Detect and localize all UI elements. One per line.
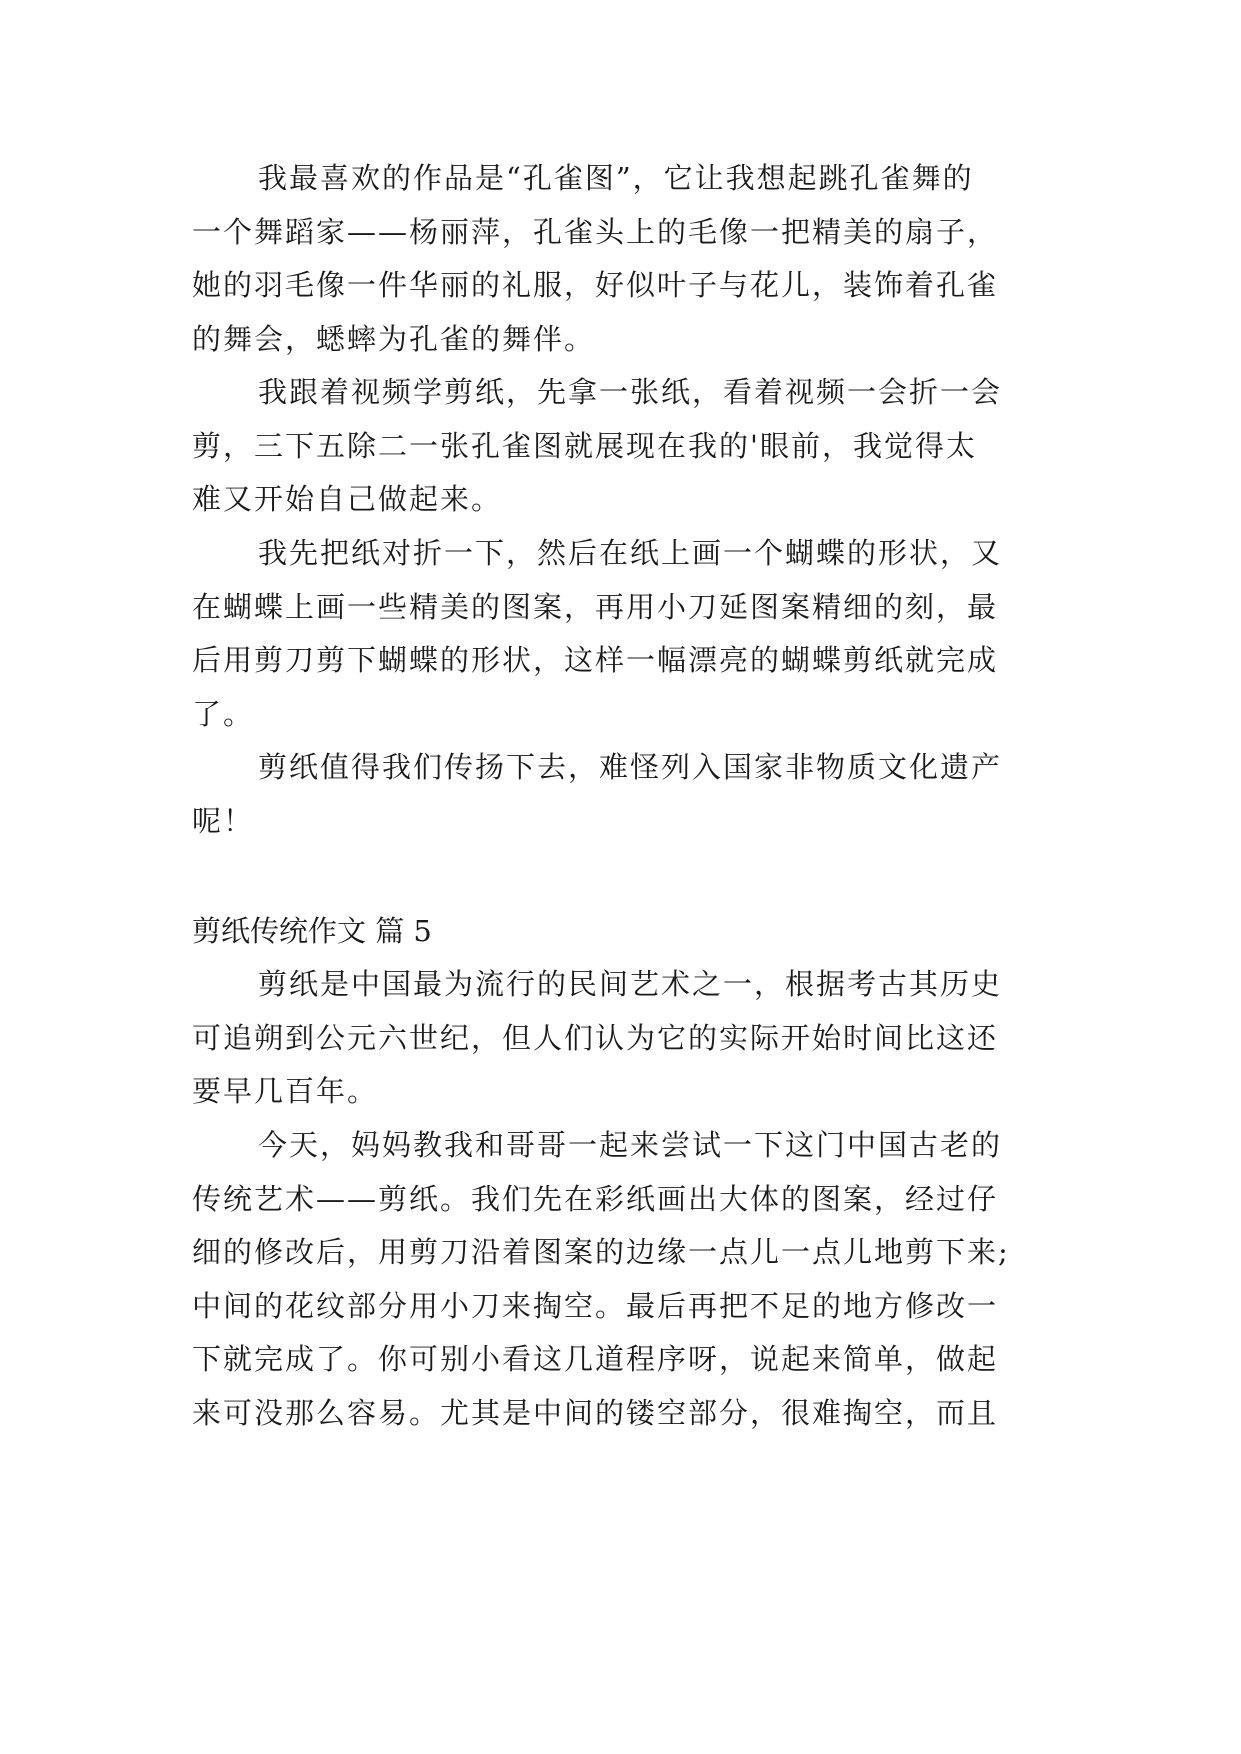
text-line: 了。 [192,696,255,731]
text-line: 下就完成了。你可别小看这几道程序呀，说起来简单，做起 [192,1342,999,1376]
text-line: 剪纸值得我们传扬下去，难怪列入国家非物质文化遗产 [258,750,1003,784]
paragraph-butterfly [192,527,1002,741]
text-line: 呢！ [192,803,255,838]
text-line: 剪纸是中国最为流行的民间艺术之一，根据考古其历史 [258,967,1003,1001]
text-line: 要早几百年。 [192,1074,379,1108]
text-line: 她的羽毛像一件华丽的礼服，好似叶子与花儿，装饰着孔雀 [192,268,999,302]
paragraph-video-learning [192,366,1002,527]
text-line: 细的修改后，用剪刀沿着图案的边缘一点儿一点儿地剪下来; [192,1235,1010,1269]
paragraph-history [192,958,1002,1119]
text-line: 一个舞蹈家——杨丽萍，孔雀头上的毛像一把精美的扇子， [192,214,999,249]
text-line: 今天，妈妈教我和哥哥一起来尝试一下这门中国古老的 [258,1128,1003,1162]
section-heading: 剪纸传统作文 篇 5 [192,914,432,948]
text-line: 在蝴蝶上画一些精美的图案，再用小刀延图案精细的刻，最 [192,589,999,624]
text-line: 难又开始自己做起来。 [192,482,503,516]
text-line: 传统艺术——剪纸。我们先在彩纸画出大体的图案，经过仔 [192,1181,999,1216]
text-line: 中间的花纹部分用小刀来掏空。最后再把不足的地方修改一 [192,1288,999,1323]
text-line: 我最喜欢的作品是“孔雀图”，它让我想起跳孔雀舞的 [258,161,974,195]
paragraph-heritage [192,741,1002,848]
paragraph-today [192,1119,1010,1440]
text-line: 可追朔到公元六世纪，但人们认为它的实际开始时间比这还 [192,1020,999,1055]
text-line: 剪，三下五除二一张孔雀图就展现在我的'眼前，我觉得太 [192,428,977,463]
paragraph-peacock [192,152,998,366]
text-line: 我先把纸对折一下，然后在纸上画一个蝴蝶的形状，又 [258,536,1003,570]
text-line: 我跟着视频学剪纸，先拿一张纸，看着视频一会折一会 [258,375,1003,409]
text-line: 的舞会，蟋蟀为孔雀的舞伴。 [192,321,596,356]
text-line: 来可没那么容易。尤其是中间的镂空部分，很难掏空，而且 [192,1395,999,1430]
text-line: 后用剪刀剪下蝴蝶的形状，这样一幅漂亮的蝴蝶剪纸就完成 [192,643,999,677]
